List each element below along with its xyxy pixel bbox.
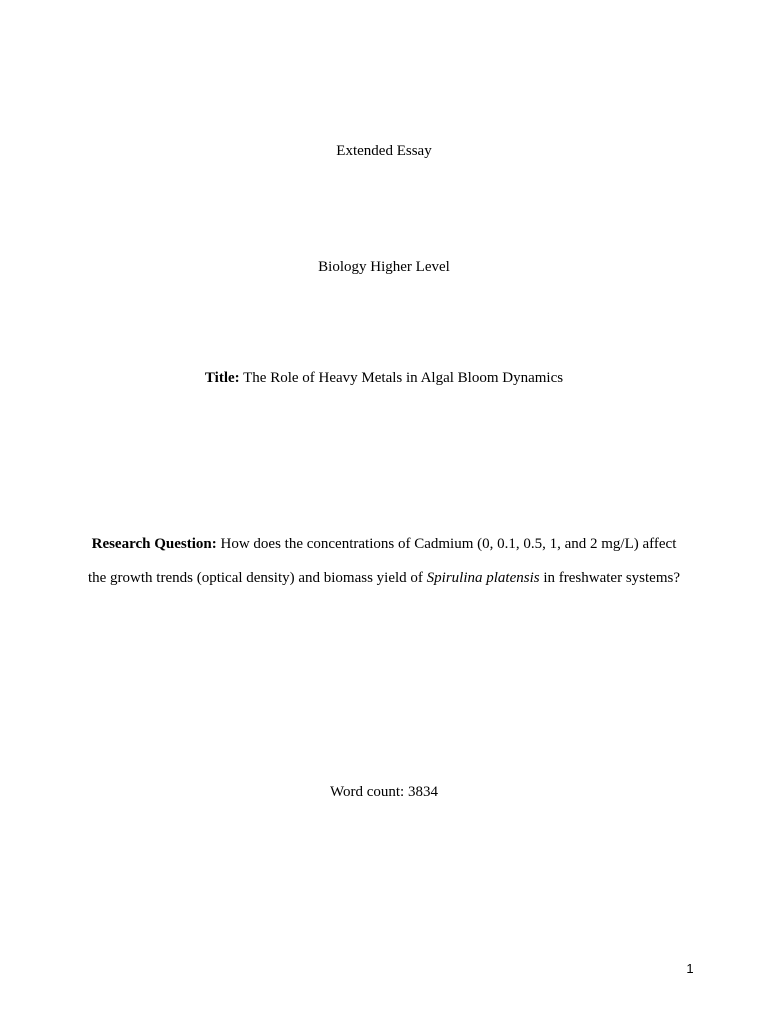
essay-title — [0, 369, 768, 387]
title-label: Title: — [204, 370, 240, 386]
research-question-line-1 — [0, 535, 768, 553]
document-type: Extended Essay — [336, 143, 432, 159]
research-question-label: Research Question: — [91, 536, 217, 552]
research-question-text-1: How does the concentrations of Cadmium (0, 0.1, 0.5, 1, and 2 mg/L) affect — [216, 536, 677, 552]
word-count: Word count: 3834 — [330, 784, 438, 800]
subject-level: Biology Higher Level — [318, 259, 450, 275]
research-question-text-2: the growth trends (optical density) and biomass yield of — [87, 570, 427, 586]
research-question-text-3: in freshwater systems? — [539, 570, 680, 586]
page-number: 1 — [686, 961, 694, 976]
species-name: Spirulina platensis — [426, 570, 540, 586]
title-text: The Role of Heavy Metals in Algal Bloom Dynamics — [239, 370, 564, 386]
research-question-line-2 — [0, 569, 768, 587]
